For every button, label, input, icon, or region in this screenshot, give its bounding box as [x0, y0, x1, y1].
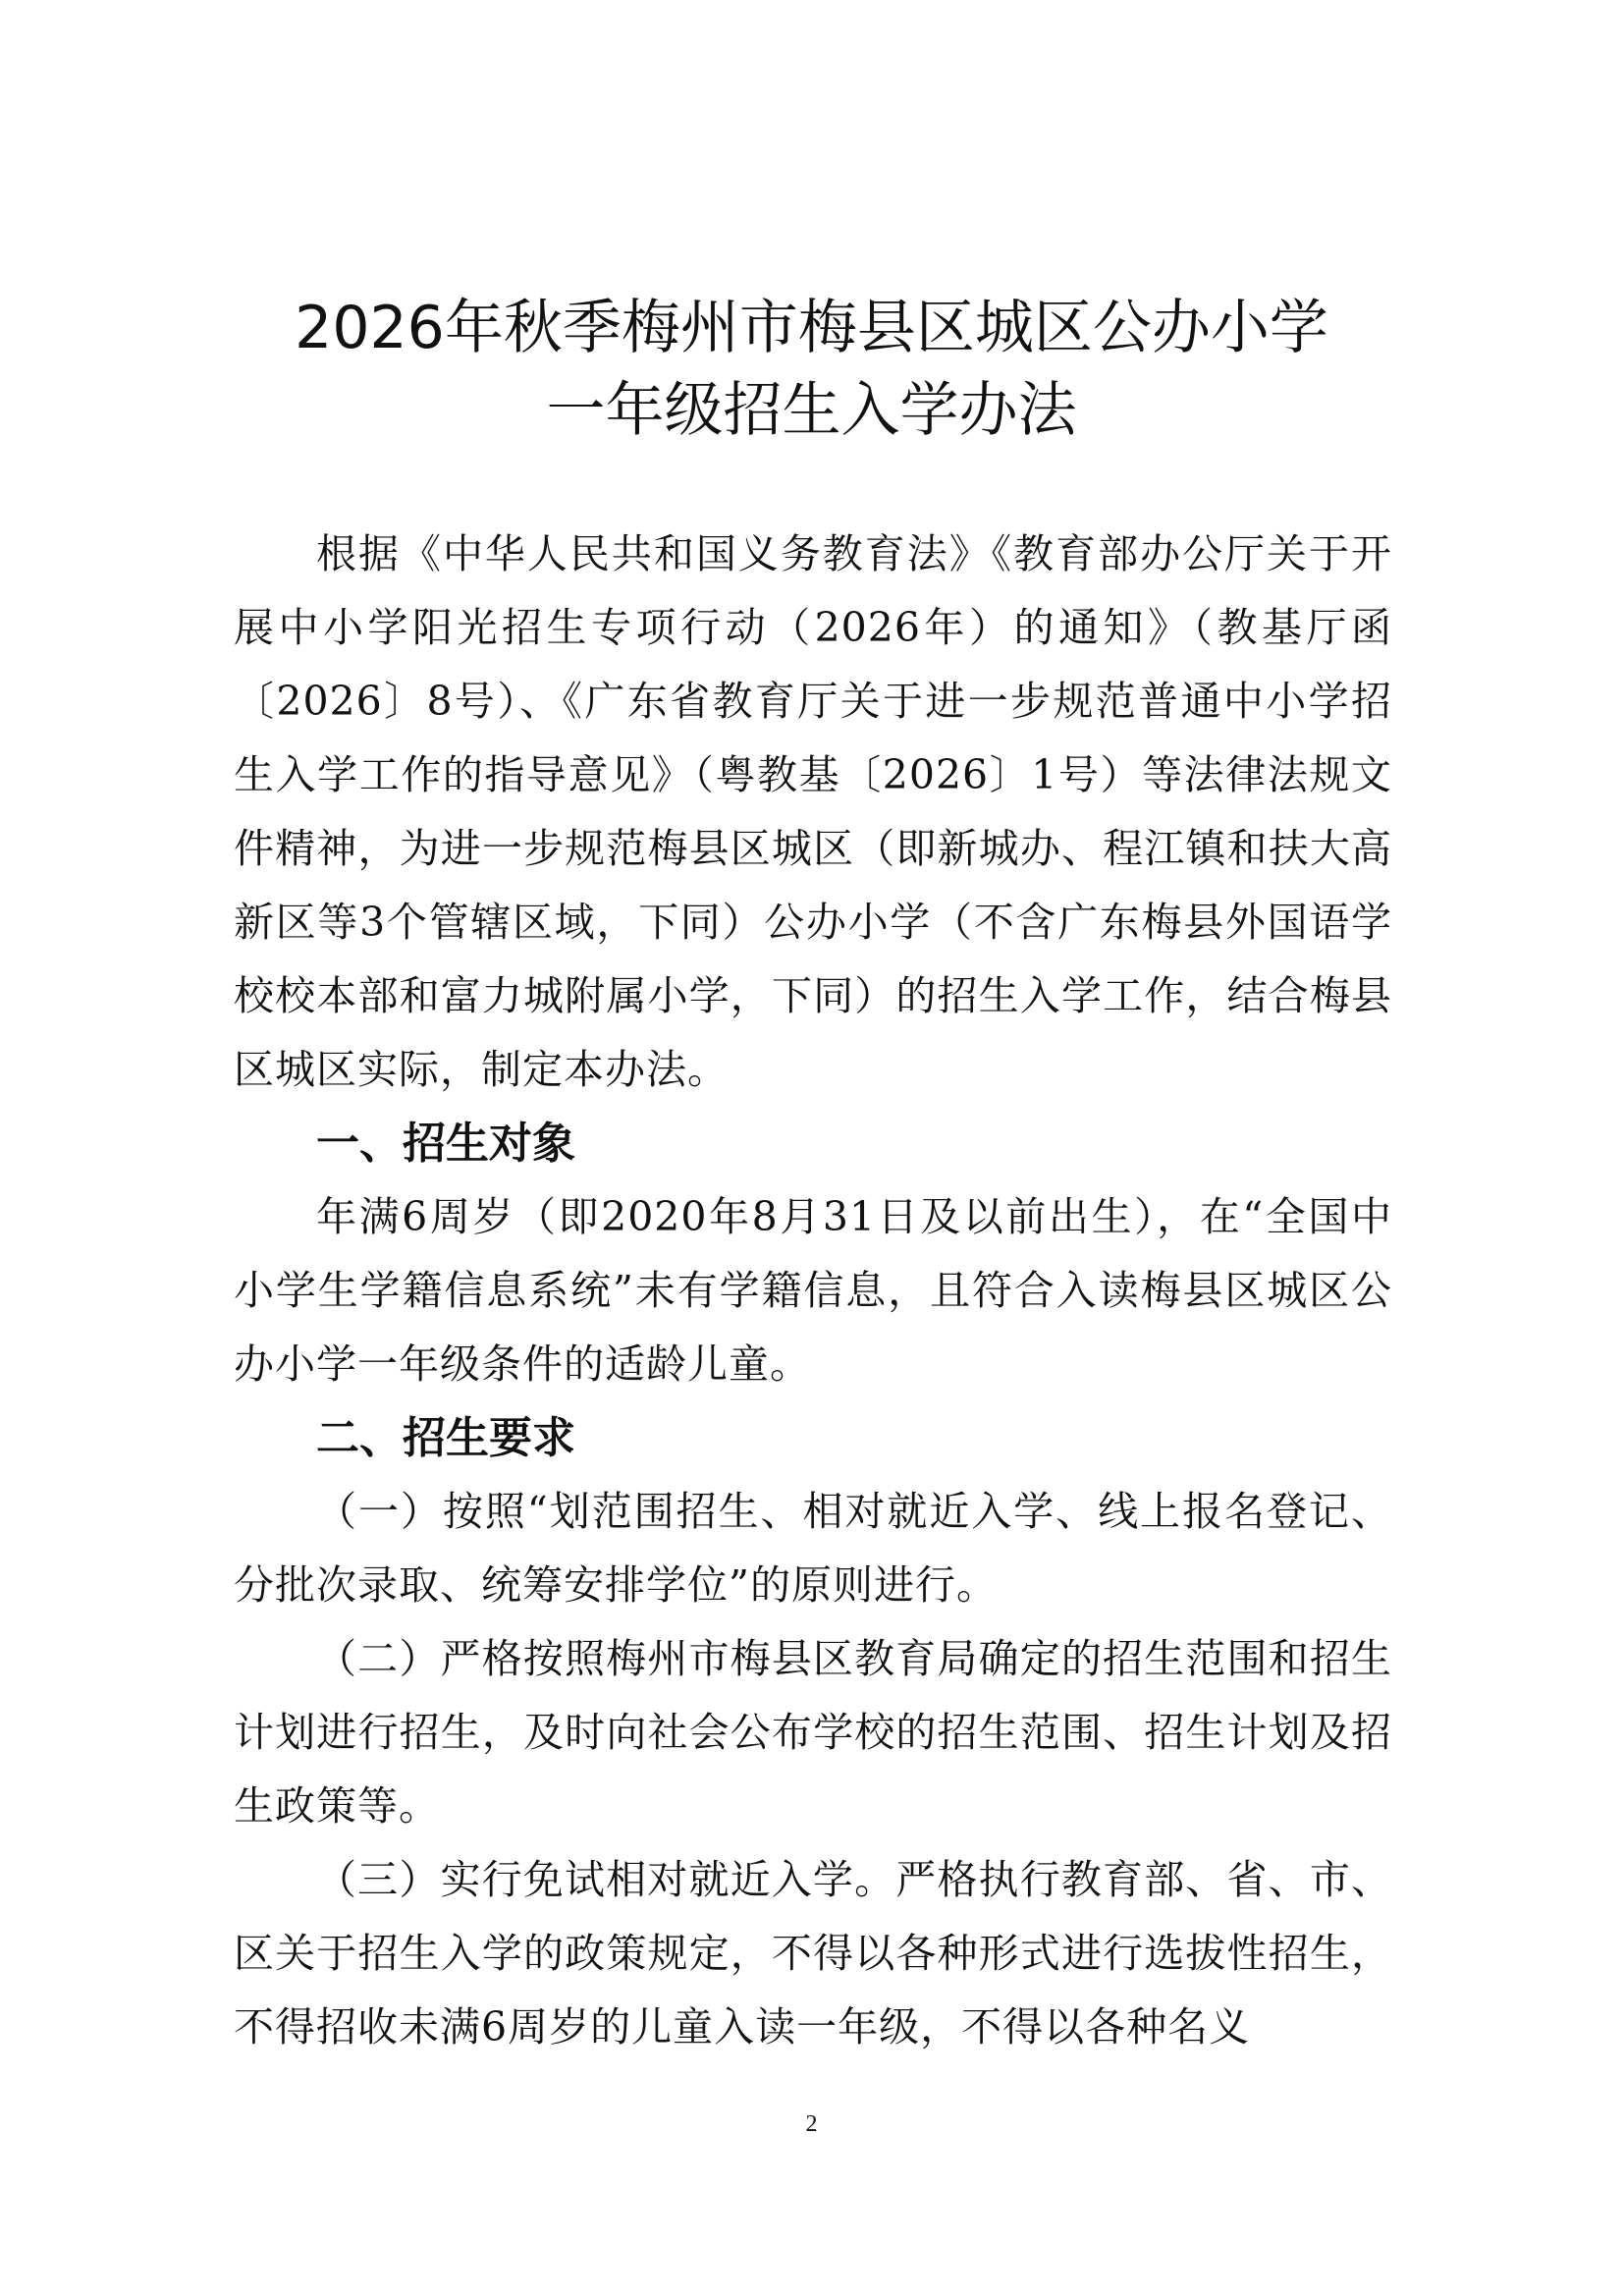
document-title-line-1: 2026年秋季梅州市梅县区城区公办小学 — [295, 294, 1328, 362]
document-title-line-2: 一年级招生入学办法 — [546, 376, 1077, 445]
page-number: 2 — [805, 2111, 818, 2137]
section-1-paragraph: 年满6周岁（即2020年8月31日及以前出生），在“全国中小学生学籍信息系统”未有学籍信息，且符合入读梅县区城区公办小学一年级条件的适龄儿童。 — [234, 1193, 1392, 1388]
section-2-item-1: （一）按照“划范围招生、相对就近入学、线上报名登记、分批次录取、统筹安排学位”的原则进行。 — [234, 1488, 1392, 1609]
section-2-item-2: （二）严格按照梅州市梅县区教育局确定的招生范围和招生计划进行招生，及时向社会公布学校的招生范围、招生计划及招生政策等。 — [234, 1635, 1392, 1830]
section-2-item-3: （三）实行免试相对就近入学。严格执行教育部、省、市、区关于招生入学的政策规定，不得以各种形式进行选拔性招生，不得招收未满6周岁的儿童入读一年级，不得以各种名义 — [234, 1856, 1392, 2050]
section-heading-1: 一、招生对象 — [316, 1119, 575, 1169]
intro-paragraph: 根据《中华人民共和国义务教育法》《教育部办公厅关于开展中小学阳光招生专项行动（2026年）的通知》（教基厅函〔2026〕8号）、《广东省教育厅关于进一步规范普通中小学招生入学工作的指导意见》（粤教基〔2026〕1号）等法律法规文件精神，为进一步规范梅县区城区（即新城办、程江镇和扶大高新区等3个管辖区域，下同）公办小学（不含广东梅县外国语学校校本部和富力城附属小学，下同）的招生入学工作，结合梅县区城区实际，制定本办法。 — [234, 530, 1392, 1093]
section-heading-2: 二、招生要求 — [316, 1413, 575, 1463]
